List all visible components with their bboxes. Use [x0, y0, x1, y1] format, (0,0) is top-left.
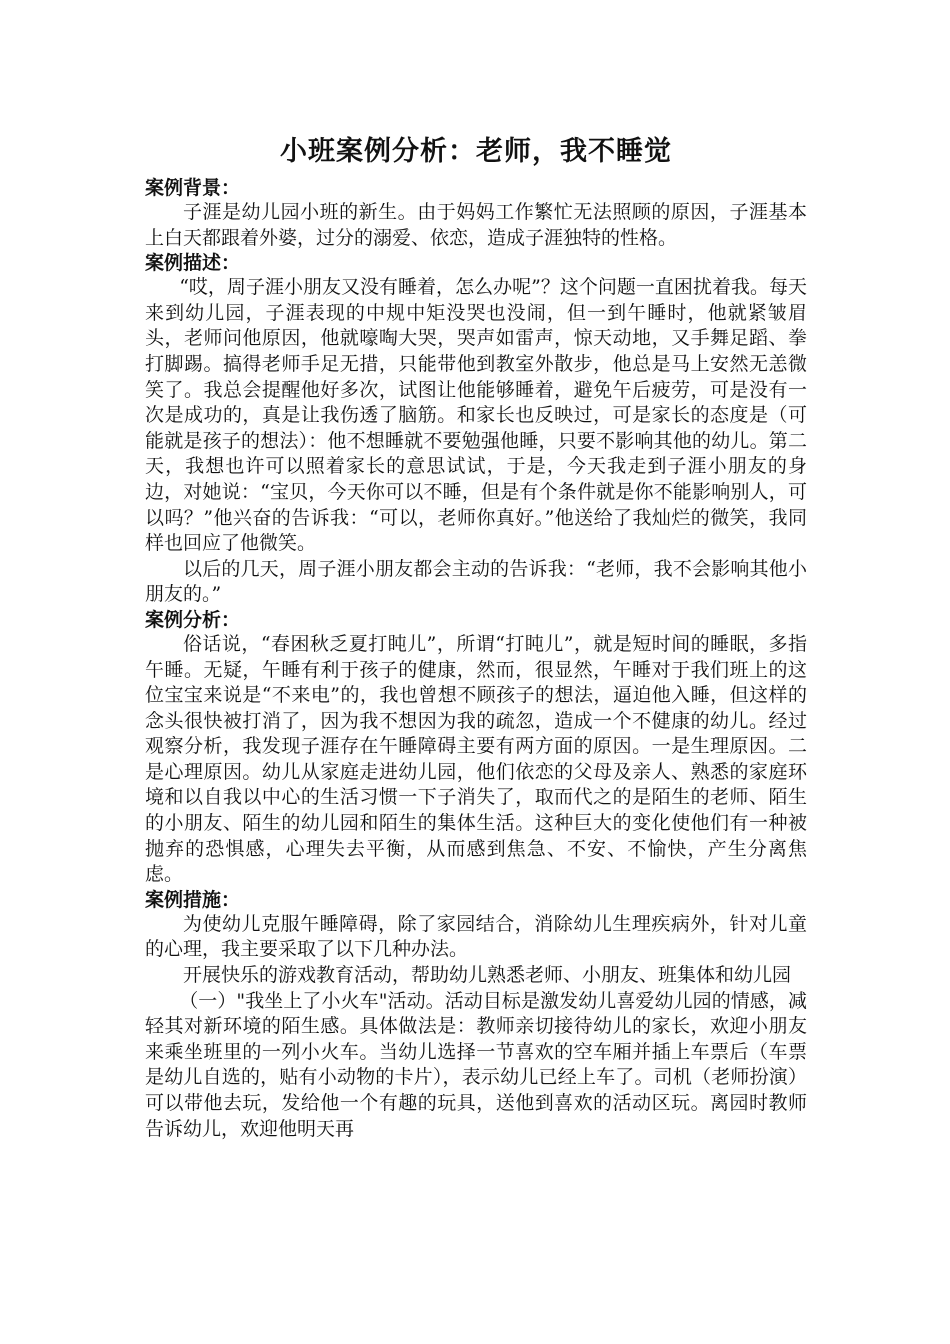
paragraph: （一）"我坐上了小火车"活动。活动目标是激发幼儿喜爱幼儿园的情感，减轻其对新环境的陌生感。具体做法是：教师亲切接待幼儿的家长，欢迎小朋友来乘坐班里的一列小火车。当幼儿选择一节喜欢的空车厢并插上车票后（车票是幼儿自选的，贴有小动物的卡片），表示幼儿已经上车了。司机（老师扮演）可以带他去玩，发给他一个有趣的玩具，送他到喜欢的活动区玩。离园时教师告诉幼儿，欢迎他明天再: [145, 989, 807, 1140]
paragraph: 为使幼儿克服午睡障碍，除了家园结合，消除幼儿生理疾病外，针对儿童的心理，我主要采取了以下几种办法。: [145, 912, 807, 961]
document-page: [145, 132, 807, 1142]
paragraph: 以后的几天，周子涯小朋友都会主动的告诉我：“老师，我不会影响其他小朋友的。”: [145, 557, 807, 606]
paragraph: 开展快乐的游戏教育活动，帮助幼儿熟悉老师、小朋友、班集体和幼儿园: [183, 964, 792, 987]
section-heading-measures: 案例措施：: [145, 888, 241, 911]
section-heading-description: 案例描述：: [145, 252, 241, 275]
paragraph: 子涯是幼儿园小班的新生。由于妈妈工作繁忙无法照顾的原因，子涯基本上白天都跟着外婆，过分的溺爱、依恋，造成子涯独特的性格。: [145, 201, 807, 249]
section-analysis: [145, 608, 807, 888]
section-background: [145, 176, 807, 251]
section-heading-background: 案例背景：: [145, 177, 241, 199]
paragraph: 俗话说，“春困秋乏夏打盹儿”，所谓“打盹儿”，就是短时间的睡眠，多指午睡。无疑，午睡有利于孩子的健康，然而，很显然，午睡对于我们班上的这位宝宝来说是“不来电”的，我也曾想不顾孩子的想法，逼迫他入睡，但这样的念头很快被打消了，因为我不想因为我的疏忽，造成一个不健康的幼儿。经过观察分析，我发现子涯存在午睡障碍主要有两方面的原因。一是生理原因。二是心理原因。幼儿从家庭走进幼儿园，他们依恋的父母及亲人、熟悉的家庭环境和以自我以中心的生活习惯一下子消失了，取而代之的是陌生的老师、陌生的小朋友、陌生的幼儿园和陌生的集体生活。这种巨大的变化使他们有一种被抛弃的恐惧感，心理失去平衡，从而感到焦急、不安、不愉快，产生分离焦虑。: [145, 632, 807, 886]
section-heading-analysis: 案例分析：: [145, 608, 241, 631]
section-description: [145, 251, 807, 608]
paragraph: “哎，周子涯小朋友又没有睡着，怎么办呢”？这个问题一直困扰着我。每天来到幼儿园，子涯表现的中规中矩没哭也没闹，但一到午睡时，他就紧皱眉头，老师问他原因，他就嚎啕大哭，哭声如雷声，惊天动地，又手舞足蹈、拳打脚踢。搞得老师手足无措，只能带他到教室外散步，他总是马上安然无恙微笑了。我总会提醒他好多次，试图让他能够睡着，避免午后疲劳，可是没有一次是成功的，真是让我伤透了脑筋。和家长也反映过，可是家长的态度是（可能就是孩子的想法）：他不想睡就不要勉强他睡，只要不影响其他的幼儿。第二天，我想也许可以照着家长的意思试试，于是，今天我走到子涯小朋友的身边，对她说：“宝贝，今天你可以不睡，但是有个条件就是你不能影响别人，可以吗？”他兴奋的告诉我：“可以，老师你真好。”他送给了我灿烂的微笑，我同样也回应了他微笑。: [145, 276, 807, 555]
section-measures: [145, 888, 807, 1142]
document-title: 小班案例分析：老师，我不睡觉: [280, 136, 672, 167]
